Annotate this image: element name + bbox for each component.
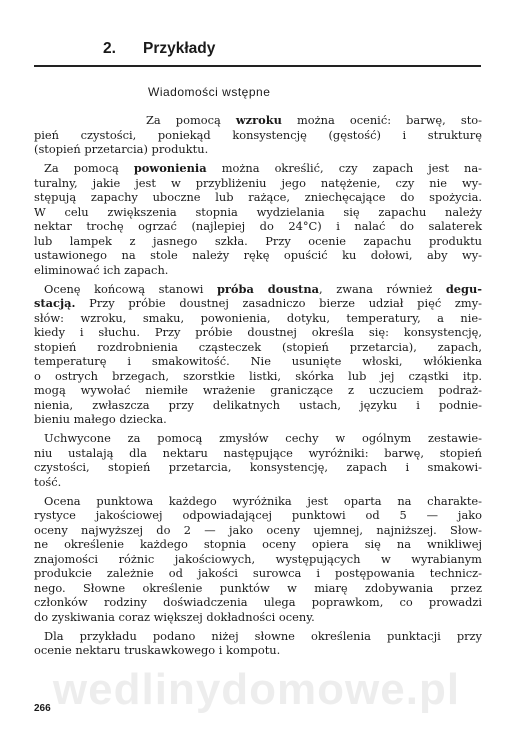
text-line: nektar trochę ogrzać (najlepiej do 24°C) i nalać do salaterek [34,219,482,233]
page-number: 266 [34,703,51,714]
text-line: nienia, zwłaszcza przy delikatnych ustach, języku i podnie- [34,397,482,412]
text-line: stopień rozdrobnienia cząsteczek (stopień przetarcia), zapach, [34,339,482,354]
text-line: Ocenę końcową stanowi próba doustna, zwana również degu- [44,281,482,296]
text-line: (stopień przetarcia) produktu. [34,142,209,156]
text-line: czystości, stopień przetarcia, konsystencję, zapach i smakowi- [34,460,482,474]
text-line: niu ustalają dla nektaru następujące wyróżniki: barwę, stopień [34,445,482,460]
paragraph [34,282,482,427]
paragraph [34,431,482,489]
text-line: o ostrych brzegach, szorstkie listki, skórka lub jej cząstki itp. [34,368,482,383]
text-line: członków rodziny doświadczenia ulega poprawkom, co prowadzi [34,595,482,609]
text-line: rystyce jakościowej odpowiadającej punktowi od 5 — jako [34,508,482,522]
text-line: eliminować ich zapach. [34,262,169,277]
paragraph [34,629,482,658]
section-heading [103,40,215,58]
text-line: ocenie nektaru truskawkowego i kompotu. [34,643,281,657]
text-line: znajomości różnic jakościowych, występujących w wyrabianym [34,551,482,566]
text-line: Uchwycone za pomocą zmysłów cechy w ogólnym zestawie- [44,431,482,445]
watermark: wedlinydomowe.pl [52,665,461,714]
text-line: słów: wzroku, smaku, powonienia, dotyku, temperatury, a nie- [34,310,482,325]
text-line: Za pomocą wzroku można ocenić: barwę, sto- [146,113,482,127]
paragraph [34,161,482,277]
section-number: 2. [103,40,116,57]
text-line: stacją. Przy próbie doustnej zasadniczo bierze udział pięć zmy- [34,296,482,310]
heading-rule [34,65,481,67]
text-line: ne określenie każdego stopnia oceny opiera się na wnikliwej [34,537,482,551]
text-line: Za pomocą powonienia można określić, czy zapach jest na- [44,161,482,175]
body-text [34,113,482,662]
section-title: Przykłady [143,40,216,57]
text-line: pień czystości, poniekąd konsystencję (gęstość) i strukturę [34,127,482,142]
text-line: turalny, jakie jest w przybliżeniu jego natężenie, czy nie wy- [34,175,482,190]
text-line: ustawionego na stole należy rękę opuścić ku dołowi, aby wy- [34,248,482,262]
text-line: kiedy i słuchu. Przy próbie doustnej określa się: konsystencję, [34,325,482,339]
text-line: Dla przykładu podano niżej słowne określenia punktacji przy [44,628,482,643]
text-line: produkcie zależnie od jakości surowca i postępowania technicz- [34,566,482,580]
text-line: bieniu małego dziecka. [34,412,167,426]
text-line: temperaturę i smakowitość. Nie usunięte włoski, włókienka [34,354,482,368]
subheading: Wiadomości wstępne [148,85,271,99]
text-line: mogą wywołać niemiłe wrażenie graniczące z uczuciem podraż- [34,383,482,397]
text-line: nego. Słowne określenie punktów w miarę zdobywania przez [34,580,482,595]
text-line: tość. [34,474,62,489]
text-line: Ocena punktowa każdego wyróżnika jest oparta na charakte- [44,493,482,508]
paragraph [34,113,482,157]
text-line: lub lampek z jasnego szkła. Przy ocenie zapachu produktu [34,233,482,248]
text-line: stępują zapachy uboczne lub rażące, zniechęcające do spożycia. [34,190,482,204]
text-line: W celu zwiększenia stopnia wydzielania się zapachu należy [34,204,482,219]
text-line: oceny najwyższej do 2 — jako oceny ujemnej, najniższej. Słow- [34,522,482,537]
paragraph [34,494,482,625]
text-line: do zyskiwania coraz większej dokładności oceny. [34,609,315,624]
